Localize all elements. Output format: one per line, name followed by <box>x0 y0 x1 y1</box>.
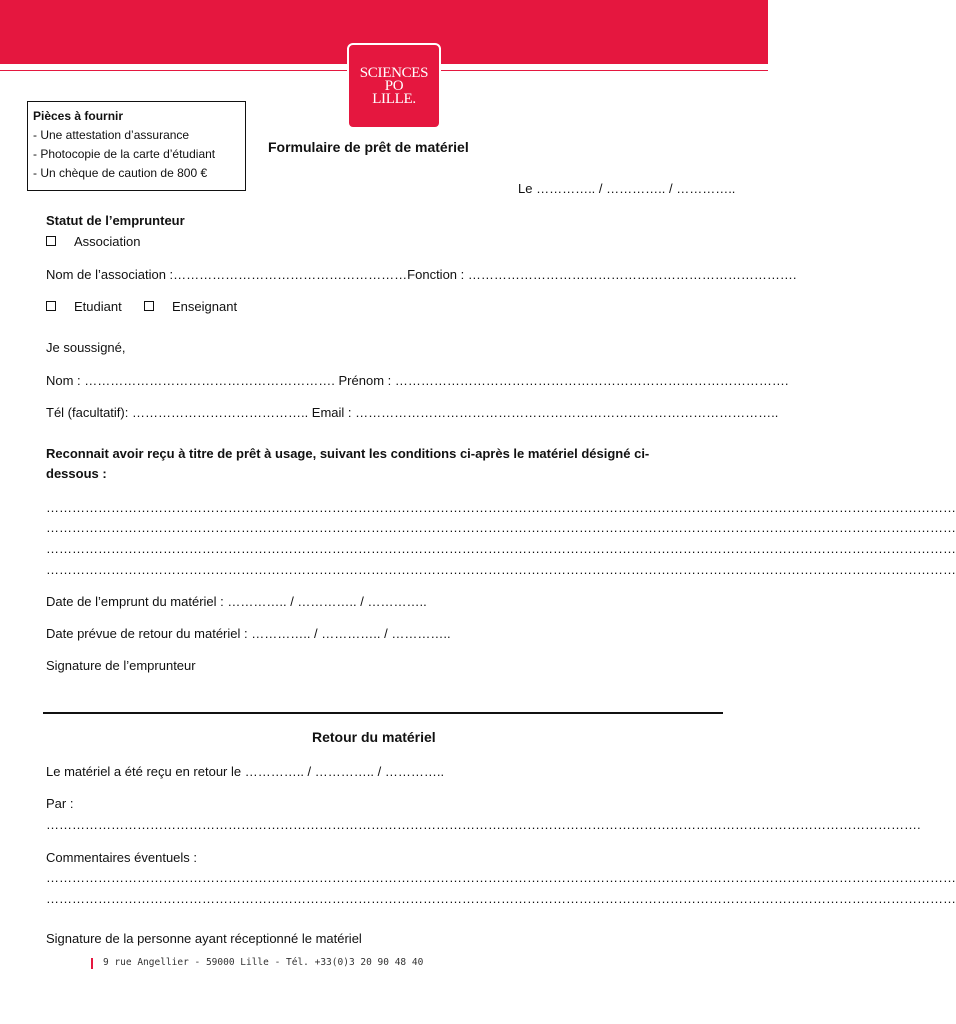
expected-return-date-field[interactable]: Date prévue de retour du matériel : ………….. / ………….. / ………….. <box>46 626 451 641</box>
receiver-signature-label: Signature de la personne ayant réceptionné le matériel <box>46 931 362 946</box>
return-heading: Retour du matériel <box>312 729 436 745</box>
logo-line-1: SCIENCES <box>359 64 429 81</box>
enseignant-label: Enseignant <box>172 299 238 314</box>
soussigne-label: Je soussigné, <box>46 340 126 355</box>
borrower-signature-label: Signature de l’emprunteur <box>46 658 196 673</box>
material-line[interactable]: ………………………………………………………………………………………………………………………………………………………………………………………… <box>46 500 956 515</box>
footer-address: 9 rue Angellier - 59000 Lille - Tél. +33(0)3 20 90 48 40 <box>103 957 424 968</box>
enseignant-checkbox[interactable] <box>144 301 154 311</box>
phone-email-field[interactable]: Tél (facultatif): ………………………………….. Email : …………………………………………………………………………………….. <box>46 405 779 420</box>
documents-required-title: Pièces à fournir <box>33 109 124 123</box>
etudiant-checkbox[interactable] <box>46 301 56 311</box>
loan-date-field[interactable]: Date de l’emprunt du matériel : ………….. / ………….. / ………….. <box>46 594 427 609</box>
association-checkbox[interactable] <box>46 236 56 246</box>
documents-required-item: - Une attestation d’assurance <box>33 128 190 142</box>
acknowledgement-text: Reconnait avoir reçu à titre de prêt à usage, suivant les conditions ci-après le matériel désigné ci- <box>46 446 650 461</box>
documents-required-item: - Photocopie de la carte d’étudiant <box>33 147 216 161</box>
date-field[interactable]: Le ………….. / ………….. / ………….. <box>518 181 736 196</box>
material-line[interactable]: ………………………………………………………………………………………………………………………………………………………………………………………… <box>46 562 956 577</box>
form-title: Formulaire de prêt de matériel <box>268 139 469 155</box>
association-label: Association <box>74 234 141 249</box>
comments-label: Commentaires éventuels : <box>46 850 198 865</box>
material-line[interactable]: ………………………………………………………………………………………………………………………………………………………………………………………… <box>46 541 956 556</box>
footer-marker <box>91 958 93 969</box>
logo-line-3: LILLE. <box>372 90 416 107</box>
association-name-field[interactable]: Nom de l’association :………………………………………………Fonction : …………………………………………………………………. <box>46 267 797 282</box>
name-field[interactable]: Nom : …………………………………………………. Prénom : ………………………………………………………………………………. <box>46 373 789 388</box>
logo-line-2: PO <box>384 77 404 94</box>
comment-line[interactable]: ………………………………………………………………………………………………………………………………………………………………………………………… <box>46 891 956 906</box>
acknowledgement-text-cont: dessous : <box>46 466 107 481</box>
sciences-po-lille-logo <box>347 43 441 129</box>
etudiant-label: Etudiant <box>74 299 122 314</box>
received-by-line[interactable]: …………………………………………………………………………………………………………………………………………………………………………………. <box>46 817 921 832</box>
received-by-label: Par : <box>46 796 74 811</box>
return-date-field[interactable]: Le matériel a été reçu en retour le ………….. / ………….. / ………….. <box>46 764 445 779</box>
statut-heading: Statut de l’emprunteur <box>46 213 185 228</box>
material-line[interactable]: ………………………………………………………………………………………………………………………………………………………………………………………… <box>46 520 956 535</box>
documents-required-box <box>27 101 246 191</box>
documents-required-item: - Un chèque de caution de 800 € <box>33 166 208 180</box>
comment-line[interactable]: ………………………………………………………………………………………………………………………………………………………………………………………… <box>46 870 956 885</box>
section-divider <box>43 712 723 714</box>
